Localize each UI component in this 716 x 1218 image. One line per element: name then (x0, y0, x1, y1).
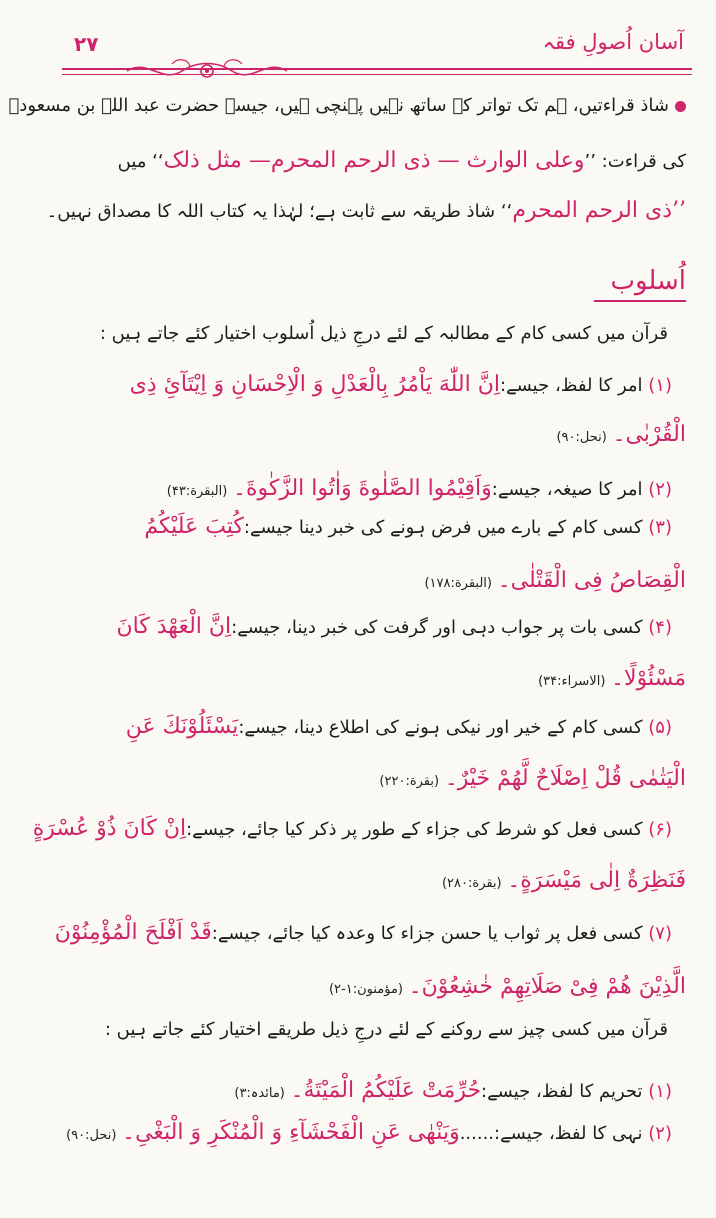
list-item: (۱) تحریم کا لفظ، جیسے:حُرِّمَتْ عَلَیْكُمُ الْمَیْتَةُ۔ (مائدہ:۳) (234, 1078, 672, 1103)
list-item: (۲) نہی کا لفظ، جیسے:......وَیَنْهٰی عَنِ الْفَحْشَآءِ وَ الْمُنْكَرِ وَ الْبَغْیِ۔ (نحل:۹۰) (66, 1120, 672, 1145)
list-item: (۴) کسی بات پر جواب دہی اور گرفت کی خبر دینا، جیسے:اِنَّ الْعَهْدَ كَانَ (116, 614, 672, 639)
page-number: ۲۷ (74, 32, 99, 56)
list-item: (۵) کسی کام کے خیر اور نیکی ہونے کی اطلاع دینا، جیسے:یَسْئَلُوْنَكَ عَنِ (125, 714, 672, 739)
list-item: (۳) کسی کام کے بارے میں فرض ہونے کی خبر دینا جیسے:كُتِبَ عَلَیْكُمُ (144, 514, 672, 539)
list-item: (۷) کسی فعل پر ثواب یا حسن جزاء کا وعدہ کیا جائے، جیسے:قَدْ اَفْلَحَ الْمُؤْمِنُوْنَ (54, 920, 672, 945)
book-title: آسان اُصولِ فقہ (542, 30, 684, 54)
list-item-cont: الَّذِیْنَ هُمْ فِیْ صَلَاتِهِمْ خٰشِعُوْنَ۔ (مؤمنون:۱-۲) (328, 974, 686, 999)
quran-quote: ’’ذی الرحم المحرم (512, 198, 686, 223)
list-item-cont: الْقُرْبٰی۔ (نحل:۹۰) (556, 422, 686, 447)
section-intro: قرآن میں کسی کام کے مطالبہ کے لئے درجِ ذیل اُسلوب اختیار کئے جاتے ہیں : (99, 323, 668, 344)
list-item-cont: فَنَظِرَةٌ اِلٰی مَیْسَرَةٍ۔ (بقرة:۲۸۰) (441, 868, 686, 893)
header-rule (62, 68, 692, 70)
section-heading: اُسلوب (610, 266, 686, 296)
bullet-icon (675, 101, 686, 112)
list-item: (۶) کسی فعل کو شرط کی جزاء کے طور پر ذکر کیا جائے، جیسے:اِنْ كَانَ ذُوْ عُسْرَةٍ (32, 816, 672, 841)
heading-underline (594, 300, 686, 302)
list-item: (۱) امر کا لفظ، جیسے:اِنَّ اللّٰهَ یَاْمُرُ بِالْعَدْلِ وَ الْاِحْسَانِ وَ اِیْتَآئِ ذِی (129, 372, 672, 397)
intro-line-2: کی قراءت: ’’وعلی الوارث — ذی الرحم المحرم— مثل ذلک‘‘ میں (117, 148, 686, 173)
list-item: (۲) امر کا صیغہ، جیسے:وَاَقِیْمُوا الصَّلٰوةَ وَاٰتُوا الزَّکٰوةَ۔ (البقرة:۴۳) (166, 476, 672, 501)
prohibition-intro: قرآن میں کسی چیز سے روکنے کے لئے درجِ ذیل طریقے اختیار کئے جاتے ہیں : (104, 1019, 668, 1040)
header-rule-thin (62, 74, 692, 75)
list-item-cont: الْیَتٰمٰی قُلْ اِصْلَاحٌ لَّهُمْ خَیْرٌ۔ (بقرة:۲۲۰) (379, 766, 686, 791)
page-header (62, 28, 692, 84)
quran-quote: وعلی الوارث — ذی الرحم المحرم— مثل ذلک (163, 148, 585, 173)
floral-ornament-icon (122, 56, 292, 86)
list-item-cont: مَسْئُوْلًا۔ (الاسراء:۳۴) (538, 666, 686, 691)
list-item-cont: الْقِصَاصُ فِی الْقَتْلٰی۔ (البقرة:۱۷۸) (424, 568, 686, 593)
intro-line-3: ’’ذی الرحم المحرم‘‘ شاذ طریقہ سے ثابت ہے؛ لہٰذا یہ کتاب اللہ کا مصداق نہیں۔ (46, 198, 686, 223)
intro-line-1: شاذ قراءتیں، ہم تک تواتر کے ساتھ نہیں پہنچی ہیں، جیسے حضرت عبد اللہ بن مسعودؓ (40, 94, 686, 118)
